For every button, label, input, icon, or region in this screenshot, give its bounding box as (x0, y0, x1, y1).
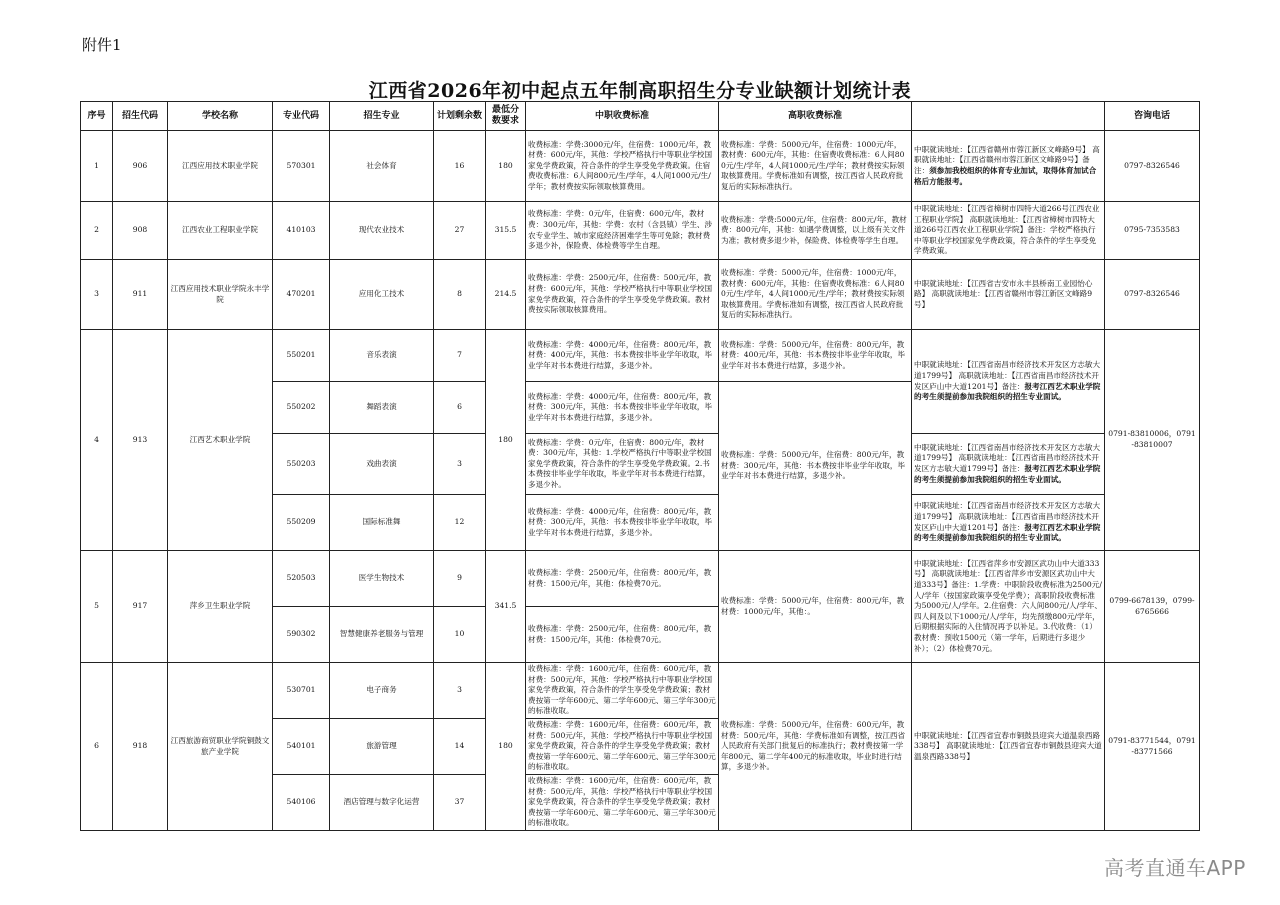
school-cell: 江西应用技术职业学院 (168, 131, 273, 202)
watermark: 高考直通车APP (1104, 856, 1246, 880)
code-cell: 913 (113, 330, 168, 551)
remaining-cell: 37 (434, 775, 486, 831)
major-code-cell: 570301 (273, 131, 330, 202)
table-row (81, 663, 1200, 719)
code-cell: 906 (113, 131, 168, 202)
seq-cell: 4 (81, 330, 113, 551)
school-cell: 江西旅游商贸职业学院铜鼓文旅产业学院 (168, 663, 273, 831)
seq-cell: 1 (81, 131, 113, 202)
remaining-cell: 8 (434, 260, 486, 330)
seq-cell: 6 (81, 663, 113, 831)
address-text: 中职就读地址：【江西省南昌市经济技术开发区方志敏大道1799号】 高职就读地址：【江西省南昌市经济技术开发区庐山中大道1201号】备注： (914, 360, 1101, 391)
major-cell: 国际标准舞 (330, 495, 434, 551)
table-row (81, 330, 1200, 382)
address-text: 中职就读地址：【江西省赣州市蓉江新区文峰路9号】 高职就读地址：【江西省赣州市蓉江新区文峰路9号】备注： (914, 144, 1100, 175)
address-cell (912, 131, 1105, 202)
mid-fee-cell: 收费标准：学费：1600元/年，住宿费：600元/年，教材费：500元/年，其他：学校严格执行中等职业学校国家免学费政策，符合条件的学生享受免学费政策；教材费按第一学年600元、第二学年600元、第三学年300元的标准收取。 (526, 663, 719, 719)
header-seq: 序号 (81, 102, 113, 131)
school-cell: 江西农业工程职业学院 (168, 202, 273, 260)
enrollment-table (80, 101, 1200, 831)
header-min-score: 最低分数要求 (486, 102, 526, 131)
high-fee-cell: 收费标准：学费：5000元/年，住宿费：600元/年，教材费：500元/年，其他：学费标准如有调整，按江西省人民政府有关部门批复后的标准执行；教材费按第一学年800元、第二学年400元的标准收取，毕业时进行结算，多退少补。 (719, 663, 912, 831)
address-cell (912, 330, 1105, 434)
header-row (81, 102, 1200, 131)
major-cell: 医学生物技术 (330, 551, 434, 607)
remaining-cell: 27 (434, 202, 486, 260)
remaining-cell: 12 (434, 495, 486, 551)
remaining-cell: 7 (434, 330, 486, 382)
address-cell: 中职就读地址：【江西省吉安市永丰县桥南工业园怡心路】 高职就读地址：【江西省赣州市蓉江新区文峰路9号】 (912, 260, 1105, 330)
header-remaining: 计划剩余数 (434, 102, 486, 131)
code-cell: 911 (113, 260, 168, 330)
seq-cell: 5 (81, 551, 113, 663)
major-cell: 戏曲表演 (330, 434, 434, 495)
code-cell: 918 (113, 663, 168, 831)
address-note: 须参加我校组织的体育专业加试，取得体育加试合格后方能报考。 (914, 166, 1097, 186)
phone-cell: 0797-8326546 (1105, 260, 1200, 330)
header-phone: 咨询电话 (1105, 102, 1200, 131)
major-cell: 舞蹈表演 (330, 382, 434, 434)
phone-cell: 0795-7353583 (1105, 202, 1200, 260)
attachment-label: 附件1 (82, 36, 122, 54)
remaining-cell: 10 (434, 607, 486, 663)
major-code-cell: 550209 (273, 495, 330, 551)
address-cell: 中职就读地址：【江西省樟树市四特大道266号江西农业工程职业学院】 高职就读地址：【江西省樟树市四特大道266号江西农业工程职业学院】备注：学校严格执行中等职业学校国家免学费政策，符合条件的学生享受免学费政策。 (912, 202, 1105, 260)
mid-fee-cell: 收费标准：学费：4000元/年，住宿费：800元/年，教材费：400元/年，其他：书本费按非毕业学年收取，毕业学年对书本费进行结算，多退少补。 (526, 330, 719, 382)
major-code-cell: 470201 (273, 260, 330, 330)
major-code-cell: 590302 (273, 607, 330, 663)
address-cell (912, 495, 1105, 551)
mid-fee-cell: 收费标准：学费：2500元/年，住宿费：800元/年，教材费：1500元/年，其他：体检费70元。 (526, 551, 719, 607)
address-note: 报考江西艺术职业学院的考生须提前参加我院组织的招生专业面试。 (914, 464, 1101, 484)
header-code: 招生代码 (113, 102, 168, 131)
min-score-cell: 214.5 (486, 260, 526, 330)
major-code-cell: 520503 (273, 551, 330, 607)
major-cell: 社会体育 (330, 131, 434, 202)
header-major: 招生专业 (330, 102, 434, 131)
major-cell: 电子商务 (330, 663, 434, 719)
table-row (81, 202, 1200, 260)
major-cell: 智慧健康养老服务与管理 (330, 607, 434, 663)
school-cell: 江西艺术职业学院 (168, 330, 273, 551)
major-cell: 应用化工技术 (330, 260, 434, 330)
major-cell: 酒店管理与数字化运营 (330, 775, 434, 831)
mid-fee-cell: 收费标准：学费：2500元/年，住宿费：800元/年，教材费：1500元/年，其他：体检费70元。 (526, 607, 719, 663)
seq-cell: 2 (81, 202, 113, 260)
address-note: 报考江西艺术职业学院的考生须提前参加我院组织的招生专业面试。 (914, 522, 1101, 543)
header-major-code: 专业代码 (273, 102, 330, 131)
high-fee-cell: 收费标准：学费：5000元/年，住宿费：800元/年，教材费：400元/年，其他：书本费按非毕业学年收取，毕业学年对书本费进行结算，多退少补。 (719, 330, 912, 382)
mid-fee-cell: 收费标准：学费：1600元/年，住宿费：600元/年，教材费：500元/年，其他：学校严格执行中等职业学校国家免学费政策，符合条件的学生享受免学费政策；教材费按第一学年600元、第二学年600元、第三学年300元的标准收取。 (526, 719, 719, 775)
major-code-cell: 530701 (273, 663, 330, 719)
major-code-cell: 540106 (273, 775, 330, 831)
high-fee-cell: 收费标准：学费：5000元/年，住宿费：800元/年，教材费：1000元/年，其他：。 (719, 551, 912, 663)
major-cell: 音乐表演 (330, 330, 434, 382)
header-school: 学校名称 (168, 102, 273, 131)
document-title: 江西省2026年初中起点五年制高职招生分专业缺额计划统计表 (368, 80, 912, 102)
min-score-cell: 180 (486, 663, 526, 831)
mid-fee-cell: 收费标准：学费：0元/年，住宿费：600元/年，教材费：300元/年，其他：学费：农村（含县镇）学生、涉农专业学生、城市家庭经济困难学生等可免除；教材费多退少补，保险费、体检费等学生自理。 (526, 202, 719, 260)
min-score-cell: 341.5 (486, 551, 526, 663)
header-high-fee: 高职收费标准 (719, 102, 912, 131)
header-mid-fee: 中职收费标准 (526, 102, 719, 131)
phone-cell: 0799-6678139，0799-6765666 (1105, 551, 1200, 663)
table-row (81, 260, 1200, 330)
mid-fee-cell: 收费标准：学费：2500元/年，住宿费：500元/年，教材费：600元/年，其他：学校严格执行中等职业学校国家免学费政策，符合条件的学生享受免学费政策。教材费按实际领取核算费用。 (526, 260, 719, 330)
code-cell: 917 (113, 551, 168, 663)
table-row (81, 131, 1200, 202)
remaining-cell: 6 (434, 382, 486, 434)
address-note: 报考江西艺术职业学院的考生须提前参加我院组织的招生专业面试。 (914, 381, 1101, 402)
major-code-cell: 410103 (273, 202, 330, 260)
code-cell: 908 (113, 202, 168, 260)
mid-fee-cell: 收费标准：学费：0元/年，住宿费：800元/年，教材费：300元/年，其他：1.学校严格执行中等职业学校国家免学费政策，符合条件的学生享受免学费政策。2.书本费按非毕业学年收取，毕业学年对书本费进行结算，多退少补。 (526, 434, 719, 495)
header-address (912, 102, 1105, 131)
mid-fee-cell: 收费标准：学费:3000元/年，住宿费：1000元/年，教材费：600元/年，其他：学校严格执行中等职业学校国家免学费政策，符合条件的学生享受免学费政策。住宿费收费标准：6人间800元/生/学年，4人间1000元/生/学年；教材费按实际领取核算费用。 (526, 131, 719, 202)
mid-fee-cell: 收费标准：学费：4000元/年，住宿费：800元/年，教材费：300元/年，其他：书本费按非毕业学年收取，毕业学年对书本费进行结算，多退少补。 (526, 382, 719, 434)
major-cell: 现代农业技术 (330, 202, 434, 260)
major-cell: 旅游管理 (330, 719, 434, 775)
seq-cell: 3 (81, 260, 113, 330)
min-score-cell: 180 (486, 131, 526, 202)
high-fee-cell: 收费标准：学费：5000元/年，住宿费：1000元/年，教材费：600元/年，其他：住宿费收费标准：6人间800元/生/学年，4人间1000元/生/学年；教材费按实际领取核算费用。学费标准如有调整，按江西省人民政府批复后的实际标准执行。 (719, 131, 912, 202)
address-text: 中职就读地址：【江西省南昌市经济技术开发区方志敏大道1799号】 高职就读地址：【江西省南昌市经济技术开发区庐山中大道1201号】备注： (914, 501, 1101, 532)
address-text: 中职就读地址：【江西省南昌市经济技术开发区方志敏大道1799号】 高职就读地址：【江西省南昌市经济技术开发区方志敏大道1799号】备注： (914, 442, 1101, 473)
phone-cell: 0791-83810006，0791-83810007 (1105, 330, 1200, 551)
remaining-cell: 3 (434, 663, 486, 719)
remaining-cell: 9 (434, 551, 486, 607)
major-code-cell: 540101 (273, 719, 330, 775)
address-cell: 中职就读地址：【江西省萍乡市安源区武功山中大道333号】 高职就读地址：【江西省萍乡市安源区武功山中大道333号】备注：1.学费：中职阶段收费标准为2500元/人/学年（按国家政策享受免学费）；高职阶段收费标准为5000元/人/学年。2.住宿费：六人间800元/人/学年、四人间及以下1000元/人/学年，均先预缴800元/学年，后期根据实际的入住情况再予以补足。3.代收费：（1）教材费：预收1500元（第一学年，后期进行多退少补）；（2）体检费70元。 (912, 551, 1105, 663)
mid-fee-cell: 收费标准：学费：1600元/年，住宿费：600元/年，教材费：500元/年，其他：学校严格执行中等职业学校国家免学费政策，符合条件的学生享受免学费政策；教材费按第一学年600元、第二学年600元、第三学年300元的标准收取。 (526, 775, 719, 831)
remaining-cell: 3 (434, 434, 486, 495)
address-cell (912, 434, 1105, 495)
high-fee-cell: 收费标准：学费：5000元/年，住宿费：800元/年，教材费：300元/年，其他：书本费按非毕业学年收取，毕业学年对书本费进行结算，多退少补。 (719, 382, 912, 551)
phone-cell: 0797-8326546 (1105, 131, 1200, 202)
school-cell: 江西应用技术职业学院永丰学院 (168, 260, 273, 330)
major-code-cell: 550201 (273, 330, 330, 382)
remaining-cell: 14 (434, 719, 486, 775)
min-score-cell: 315.5 (486, 202, 526, 260)
remaining-cell: 16 (434, 131, 486, 202)
major-code-cell: 550202 (273, 382, 330, 434)
phone-cell: 0791-83771544，0791-83771566 (1105, 663, 1200, 831)
table-row (81, 551, 1200, 607)
address-cell: 中职就读地址：【江西省宜春市铜鼓县迎宾大道温泉西路338号】 高职就读地址：【江西省宜春市铜鼓县迎宾大道温泉西路338号】 (912, 663, 1105, 831)
high-fee-cell: 收费标准：学费:5000元/年，住宿费：800元/年，教材费：800元/年，其他：如遇学费调整，以上级有关文件为准；教材费多退少补，保险费、体检费等学生自理。 (719, 202, 912, 260)
min-score-cell: 180 (486, 330, 526, 551)
high-fee-cell: 收费标准：学费：5000元/年，住宿费：1000元/年，教材费：600元/年，其他：住宿费收费标准：6人间800元/生/学年，4人间1000元/生/学年；教材费按实际领取核算费用。学费标准如有调整，按江西省人民政府批复后的实际标准执行。 (719, 260, 912, 330)
mid-fee-cell: 收费标准：学费：4000元/年，住宿费：800元/年，教材费：300元/年，其他：书本费按非毕业学年收取，毕业学年对书本费进行结算，多退少补。 (526, 495, 719, 551)
school-cell: 萍乡卫生职业学院 (168, 551, 273, 663)
major-code-cell: 550203 (273, 434, 330, 495)
